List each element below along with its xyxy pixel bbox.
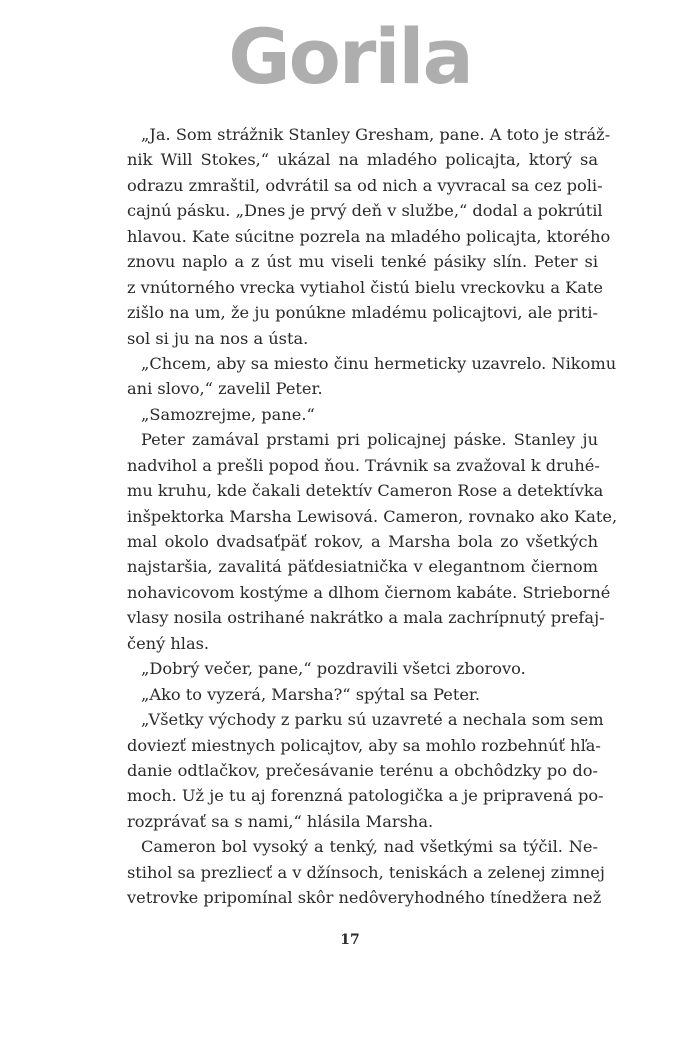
text-line: Cameron bol vysoký a tenký, nad všetkými sa týčil. Ne-	[141, 837, 598, 857]
text-line: „Všetky východy z parku sú uzavreté a nechala som sem	[141, 710, 604, 730]
text-line: „Ja. Som strážnik Stanley Gresham, pane. A toto je stráž-	[141, 125, 611, 144]
text-line: čený hlas.	[127, 633, 210, 653]
page-number: 17	[340, 932, 360, 948]
text-line: vetrovke pripomínal skôr nedôveryhodného tínedžera než	[127, 888, 602, 908]
text-line: danie odtlačkov, prečesávanie terénu a obchôdzky po do-	[127, 760, 598, 780]
text-line: zišlo na um, že ju ponúkne mladému policajtovi, ale priti-	[127, 303, 598, 323]
text-line: odrazu zmraštil, odvrátil sa od nich a vyvracal sa cez poli-	[127, 175, 603, 195]
text-line: vlasy nosila ostrihané nakrátko a mala zachrípnutý prefaj-	[127, 608, 605, 628]
text-line: hlavou. Kate súcitne pozrela na mladého policajta, ktorého	[127, 226, 611, 246]
text-line: znovu naplo a z úst mu viseli tenké pásiky slín. Peter si	[127, 252, 598, 272]
text-line: ani slovo,“ zavelil Peter.	[127, 379, 323, 399]
text-line: sol si ju na nos a ústa.	[127, 328, 309, 348]
text-line: mal okolo dvadsaťpäť rokov, a Marsha bola zo všetkých	[127, 532, 598, 551]
text-line: moch. Už je tu aj forenzná patologička a je pripravená po-	[127, 786, 604, 806]
text-line: nik Will Stokes,“ ukázal na mladého policajta, ktorý sa	[127, 150, 598, 170]
body-text	[127, 122, 618, 911]
text-line: nadvihol a prešli popod ňou. Trávnik sa zvažoval k druhé-	[127, 455, 600, 475]
text-line: stihol sa prezliecť a v džínsoch, teniskách a zelenej zimnej	[127, 862, 605, 882]
text-line: Peter zamával prstami pri policajnej páske. Stanley ju	[141, 430, 598, 450]
text-line: inšpektorka Marsha Lewisová. Cameron, rovnako ako Kate,	[127, 506, 618, 526]
text-line: „Chcem, aby sa miesto činu hermeticky uzavrelo. Nikomu	[141, 353, 617, 373]
text-line: cajnú pásku. „Dnes je prvý deň v službe,“ dodal a pokrútil	[127, 201, 603, 221]
watermark-logo: Gorila	[228, 12, 472, 101]
text-line: „Samozrejme, pane.“	[141, 404, 315, 424]
text-line: doviezť miestnych policajtov, aby sa mohlo rozbehnúť hľa-	[127, 735, 601, 755]
text-line: rozprávať sa s nami,“ hlásila Marsha.	[127, 811, 434, 831]
text-line: nohavicovom kostýme a dlhom čiernom kabáte. Strieborné	[127, 582, 611, 602]
text-line: z vnútorného vrecka vytiahol čistú bielu vreckovku a Kate	[127, 277, 603, 297]
text-line: „Dobrý večer, pane,“ pozdravili všetci zborovo.	[141, 659, 526, 679]
text-line: „Ako to vyzerá, Marsha?“ spýtal sa Peter.	[141, 684, 481, 704]
text-line: najstaršia, zavalitá päťdesiatnička v elegantnom čiernom	[127, 557, 598, 577]
text-line: mu kruhu, kde čakali detektív Cameron Rose a detektívka	[127, 481, 604, 501]
